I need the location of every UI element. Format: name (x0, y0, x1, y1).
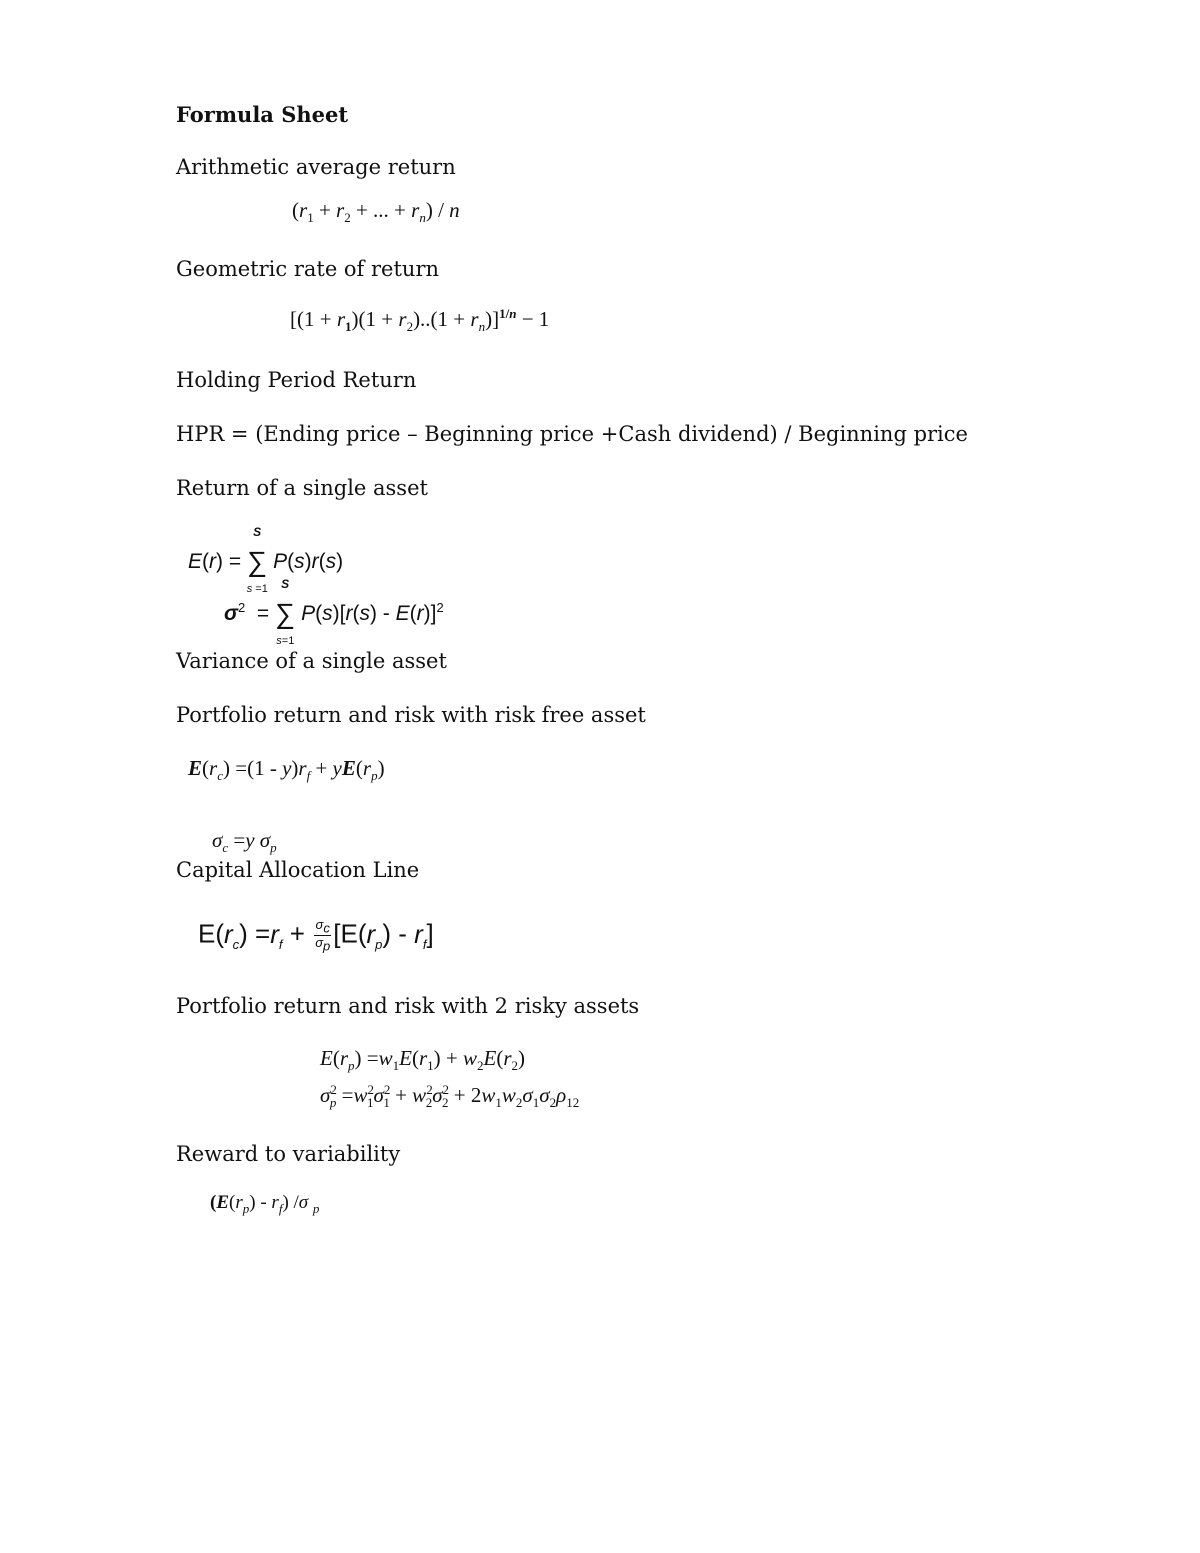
complete-portfolio-risk-formula: $\sigma_c =y$ $\sigma_p$ (212, 828, 277, 856)
reward-to-variability-formula: $(E(r_p) - r_f)$ /σ $_p$ (210, 1192, 320, 1216)
two-asset-return-formula: $E(r_p) =w_1E(r_1) + w_2E(r_2)$ (320, 1046, 526, 1074)
single-asset-return-label: Return of a single asset (176, 476, 428, 500)
geometric-return-label: Geometric rate of return (176, 257, 440, 281)
complete-portfolio-return-formula: $E(r_c) =(1 - y)r_f + yE(r_p)$ (188, 756, 385, 784)
geometric-return-formula: $[(1 + r_1)(1 + r_2)..(1 + r_n)]^{1/n} - 1$ (290, 306, 550, 335)
expected-return-formula: E(r) = S ∑ s =1 P(s)r(s) (188, 525, 344, 595)
variance-formula: $\sigma^2$ = S ∑ s=1 P(s)[r(s) - E(r)]$^2$ (224, 577, 444, 647)
cal-formula: $E(r_c) =r_f$ + $\frac{\sigma_c}{\sigma_p}$ $[E(r_p) - r_f]$ (198, 917, 434, 954)
arithmetic-return-formula: ($r_1 + r_2$ + ... + $r_n$) / n (292, 198, 460, 226)
two-asset-variance-formula: $\sigma^2_p =w^2_1\sigma^2_1 + w^2_2\sigma^2_2 + 2w_1w_2\sigma_1\sigma_2\rho_{12}$ (320, 1082, 580, 1111)
two-risky-assets-label: Portfolio return and risk with 2 risky assets (176, 994, 640, 1018)
risk-free-portfolio-label: Portfolio return and risk with risk free asset (176, 703, 646, 727)
hpr-label: Holding Period Return (176, 368, 417, 392)
reward-to-variability-label: Reward to variability (176, 1142, 401, 1166)
arithmetic-return-label: Arithmetic average return (176, 155, 456, 179)
cal-label: Capital Allocation Line (176, 858, 420, 882)
variance-label: Variance of a single asset (176, 649, 447, 673)
page-title: Formula Sheet (176, 102, 349, 127)
hpr-formula: HPR = (Ending price – Beginning price +Cash dividend) / Beginning price (176, 422, 968, 446)
